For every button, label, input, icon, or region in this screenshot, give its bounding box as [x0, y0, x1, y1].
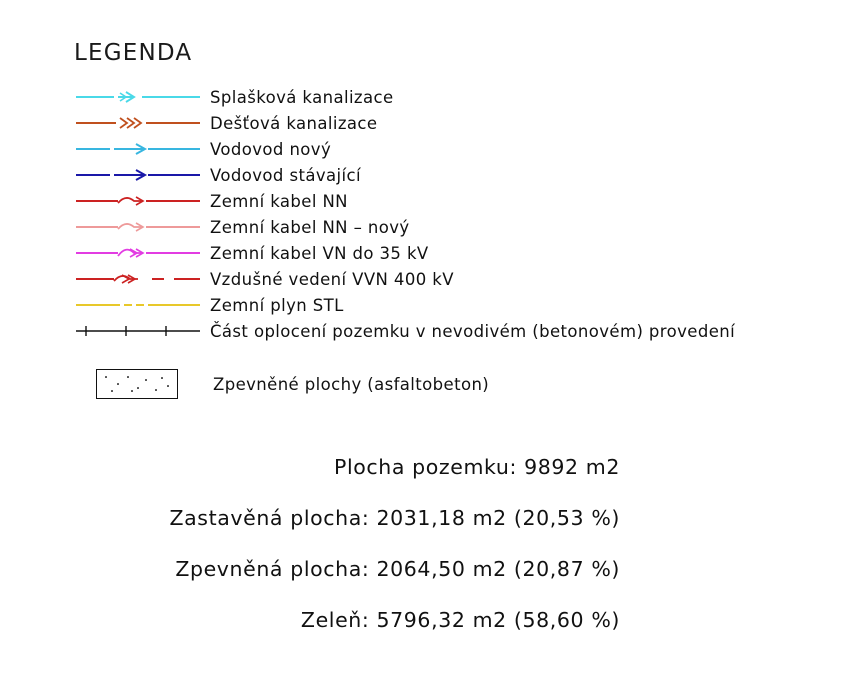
legend-row-label: Vodovod nový	[210, 139, 332, 159]
legend-row-label: Vodovod stávající	[210, 165, 361, 185]
legend-row	[74, 318, 834, 344]
hatched-rectangle-symbol	[96, 369, 178, 399]
legend-row	[74, 266, 834, 292]
legend-row-label: Dešťová kanalizace	[210, 113, 378, 133]
legend-area-symbol-row	[74, 368, 489, 400]
legend-row-label: Vzdušné vedení VVN 400 kV	[210, 269, 454, 289]
stat-line-paved-area: Zpevněná plocha: 2064,50 m2 (20,87 %)	[175, 557, 620, 581]
legend-row-label: Zemní kabel VN do 35 kV	[210, 243, 429, 263]
line-symbol-water-new	[74, 136, 202, 162]
legend-row-label: Zemní plyn STL	[210, 295, 344, 315]
line-symbol-sewage	[74, 84, 202, 110]
line-symbol-lv-cable-new	[74, 214, 202, 240]
legend-row	[74, 240, 834, 266]
legend-row	[74, 188, 834, 214]
legend-row	[74, 136, 834, 162]
legend-row	[74, 110, 834, 136]
legend-row-label: Zemní kabel NN	[210, 191, 348, 211]
legend-row-label: Část oplocení pozemku v nevodivém (betonovém) provedení	[210, 321, 736, 341]
stat-line-plot-area: Plocha pozemku: 9892 m2	[334, 455, 620, 479]
stat-line-built-area: Zastavěná plocha: 2031,18 m2 (20,53 %)	[169, 506, 620, 530]
legend-row	[74, 292, 834, 318]
line-symbol-water-existing	[74, 162, 202, 188]
area-statistics	[0, 455, 620, 659]
legend-rows	[74, 84, 834, 344]
legend-row-label: Splašková kanalizace	[210, 87, 394, 107]
line-symbol-gas-stl	[74, 292, 202, 318]
page-title: LEGENDA	[74, 40, 193, 66]
legend-area-symbol-label: Zpevněné plochy (asfaltobeton)	[213, 374, 490, 394]
legend-row-label: Zemní kabel NN – nový	[210, 217, 410, 237]
legend-row	[74, 84, 834, 110]
legend-row	[74, 162, 834, 188]
line-symbol-fence	[74, 318, 202, 344]
line-symbol-stormwater	[74, 110, 202, 136]
line-symbol-overhead-400kv	[74, 266, 202, 292]
legend-row	[74, 214, 834, 240]
line-symbol-hv-cable	[74, 240, 202, 266]
line-symbol-lv-cable	[74, 188, 202, 214]
stat-line-green-area: Zeleň: 5796,32 m2 (58,60 %)	[300, 608, 620, 632]
